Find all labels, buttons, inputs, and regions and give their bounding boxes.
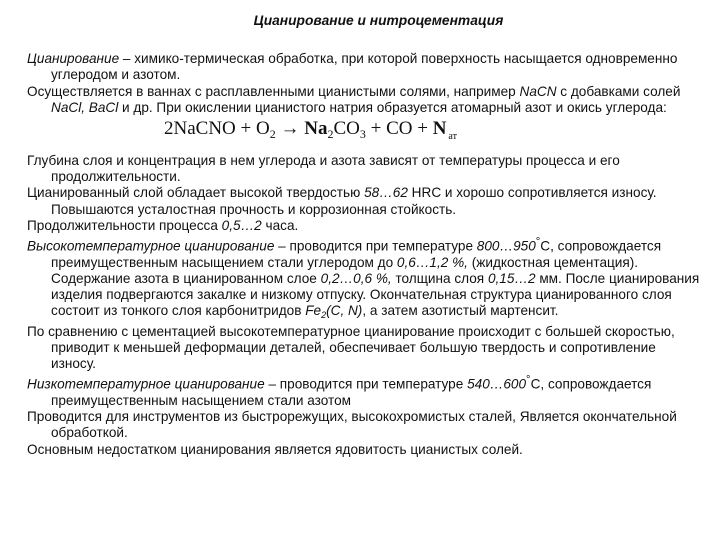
- paragraph-high-temp: Высокотемпературное цианирование – проводится при температуре 800…950°С, сопровождается преимущественным насыщением стали углеродом до 0,6…1,2 %, (жидкостная цементация). Содержание азота в цианированном слое 0,2…0,6 %, толщина слоя 0,15…2 мм. После цианирования изделия подвергаются закалке и низкому отпуску. Окончательная структура цианированного слоя состоит из тонкого слоя карбонитридов $Fe_2(C$, N), а затем азотистый мартенсит.: [27, 236, 700, 321]
- paragraph-comparison: По сравнению с цементацией высокотемпературное цианирование происходит с большей скоростью, приводит к меньшей деформации деталей, обеспечивает большую твердость и сопротивление износу.: [27, 323, 675, 371]
- chem-salts: NaCl, BaCl: [51, 99, 119, 115]
- chem-nacn: NaCN: [519, 83, 557, 99]
- paragraph-tools: Проводится для инструментов из быстрорежущих, высокохромистых сталей, Является окончательной обработкой.: [27, 409, 677, 441]
- paragraph-definition: Цианирование – химико-термическая обработка, при которой поверхность насыщается одновременно углеродом и азотом.: [27, 51, 678, 83]
- paragraph-depth: Глубина слоя и концентрация в нем углерода и азота зависят от температуры процесса и его продолжительности.: [27, 153, 620, 185]
- term-low-temp: Низкотемпературное цианирование: [27, 376, 265, 392]
- paragraph-duration: Продолжительности процесса 0,5…2 часа.: [27, 217, 299, 233]
- paragraph-low-temp: Низкотемпературное цианирование – проводится при температуре 540…600°С, сопровождается преимущественным насыщением стали азотом: [27, 374, 652, 408]
- chemical-equation: 2NaCNO + $O_2 \to Na_2CO_3$ + CO + N $_{ат}$: [164, 118, 457, 143]
- paragraph-hardness: Цианированный слой обладает высокой твердостью 58…62 HRC и хорошо сопротивляется износу. Повышаются усталостная прочность и коррозионная стойкость.: [27, 185, 657, 217]
- document-title: Цианирование и нитроцементация: [253, 13, 504, 28]
- paragraph-baths: Осуществляется в ваннах с расплавленными цианистыми солями, например NaCN с добавками солей NaCl, BaCl и др. При окислении цианистого натрия образуется атомарный азот и окись углерода:: [27, 83, 681, 115]
- term-cyaniding: Цианирование: [27, 51, 120, 67]
- paragraph-drawback: Основным недостатком цианирования является ядовитость цианистых солей.: [27, 441, 523, 457]
- term-high-temp: Высокотемпературное цианирование: [27, 238, 275, 254]
